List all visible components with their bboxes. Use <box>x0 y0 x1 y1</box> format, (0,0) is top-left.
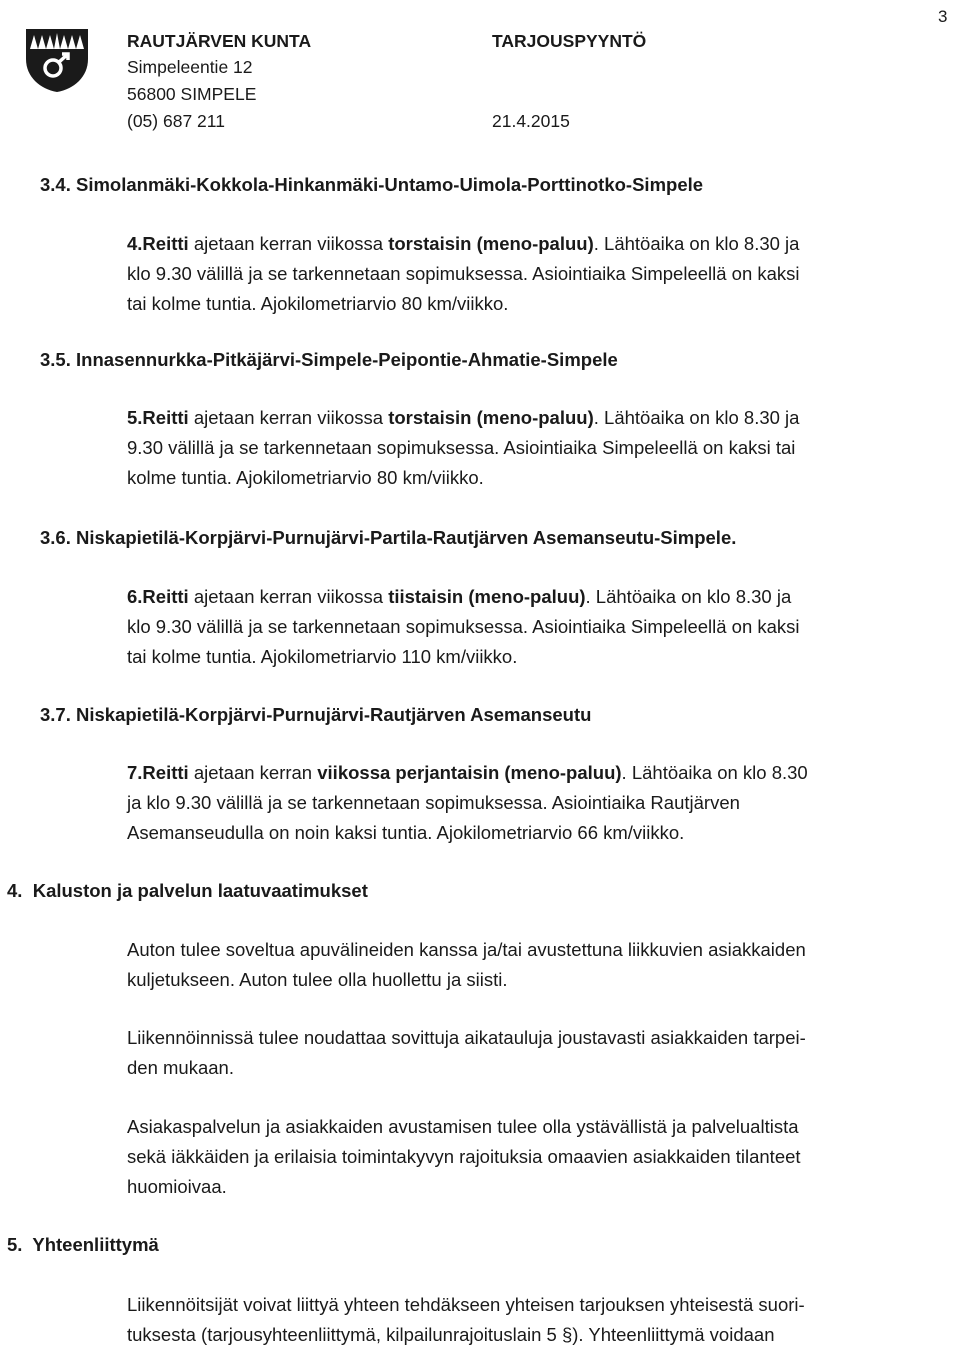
route-label: 6.Reitti <box>127 586 189 607</box>
section-3-6-heading: 3.6. Niskapietilä-Korpjärvi-Purnujärvi-Partila-Rautjärven Asemanseutu-Simpele. <box>40 527 737 548</box>
route-label: 4.Reitti <box>127 233 189 254</box>
municipality-crest-icon <box>24 27 90 93</box>
section-3-4-route: 4.Reitti ajetaan kerran viikossa torstaisin (meno-paluu). Lähtöaika on klo 8.30 ja klo 9.30 välillä ja se tarkennetaan sopimuksessa. Asiointiaika Simpeleellä on kaksi tai kolme tuntia. Ajokilometriarvio 80 km/viikko. <box>127 233 800 314</box>
section-3-7-heading: 3.7. Niskapietilä-Korpjärvi-Purnujärvi-Rautjärven Asemanseutu <box>40 704 592 725</box>
route-day: tiistaisin (meno-paluu) <box>388 586 586 607</box>
org-name: RAUTJÄRVEN KUNTA <box>127 31 312 51</box>
doc-type: TARJOUSPYYNTÖ <box>492 31 647 51</box>
section-3-7-route: 7.Reitti ajetaan kerran viikossa perjantaisin (meno-paluu). Lähtöaika on klo 8.30 ja klo 9.30 välillä ja se tarkennetaan sopimuksessa. Asiointiaika Rautjärven Asemanseudulla on noin kaksi tuntia. Ajokilometriarvio 66 km/viikko. <box>127 762 808 843</box>
org-street: Simpeleentie 12 <box>127 57 253 77</box>
route-label: 5.Reitti <box>127 407 189 428</box>
org-phone: (05) 687 211 <box>127 111 225 131</box>
section-3-5-heading: 3.5. Innasennurkka-Pitkäjärvi-Simpele-Peipontie-Ahmatie-Simpele <box>40 349 618 370</box>
route-day: torstaisin (meno-paluu) <box>388 407 594 428</box>
section-5-paragraph-1: Liikennöitsijät voivat liittyä yhteen tehdäkseen yhteisen tarjouksen yhteisestä suori- tuksesta (tarjousyhteenliittymä, kilpailunrajoituslain 5 §). Yhteenliittymä voidaan <box>127 1294 805 1345</box>
section-4-heading: 4. Kaluston ja palvelun laatuvaatimukset <box>7 880 368 901</box>
section-4-paragraph-1: Auton tulee soveltua apuvälineiden kanssa ja/tai avustettuna liikkuvien asiakkaiden kuljetukseen. Auton tulee olla huollettu ja siisti. <box>127 939 806 990</box>
section-3-4-heading: 3.4. Simolanmäki-Kokkola-Hinkanmäki-Untamo-Uimola-Porttinotko-Simpele <box>40 174 704 195</box>
route-day: viikossa perjantaisin (meno-paluu) <box>317 762 622 783</box>
page-number: 3 <box>938 7 948 26</box>
section-3-6-route: 6.Reitti ajetaan kerran viikossa tiistaisin (meno-paluu). Lähtöaika on klo 8.30 ja klo 9.30 välillä ja se tarkennetaan sopimuksessa. Asiointiaika Simpeleellä on kaksi tai kolme tuntia. Ajokilometriarvio 110 km/viikko. <box>127 586 800 667</box>
route-label: 7.Reitti <box>127 762 189 783</box>
section-5-heading: 5. Yhteenliittymä <box>7 1234 159 1255</box>
section-3-5-route: 5.Reitti ajetaan kerran viikossa torstaisin (meno-paluu). Lähtöaika on klo 8.30 ja 9.30 välillä ja se tarkennetaan sopimuksessa. Asiointiaika Simpeleellä on kaksi tai kolme tuntia. Ajokilometriarvio 80 km/viikko. <box>127 407 800 488</box>
org-postal: 56800 SIMPELE <box>127 84 257 104</box>
section-4-paragraph-3: Asiakaspalvelun ja asiakkaiden avustamisen tulee olla ystävällistä ja palvelualtista sekä iäkkäiden ja erilaisia toimintakyvyn rajoituksia omaavien asiakkaiden tilanteet huomioivaa. <box>127 1116 801 1197</box>
route-day: torstaisin (meno-paluu) <box>388 233 594 254</box>
doc-date: 21.4.2015 <box>492 111 570 131</box>
section-4-paragraph-2: Liikennöinnissä tulee noudattaa sovittuja aikatauluja joustavasti asiakkaiden tarpei- den mukaan. <box>127 1027 806 1078</box>
